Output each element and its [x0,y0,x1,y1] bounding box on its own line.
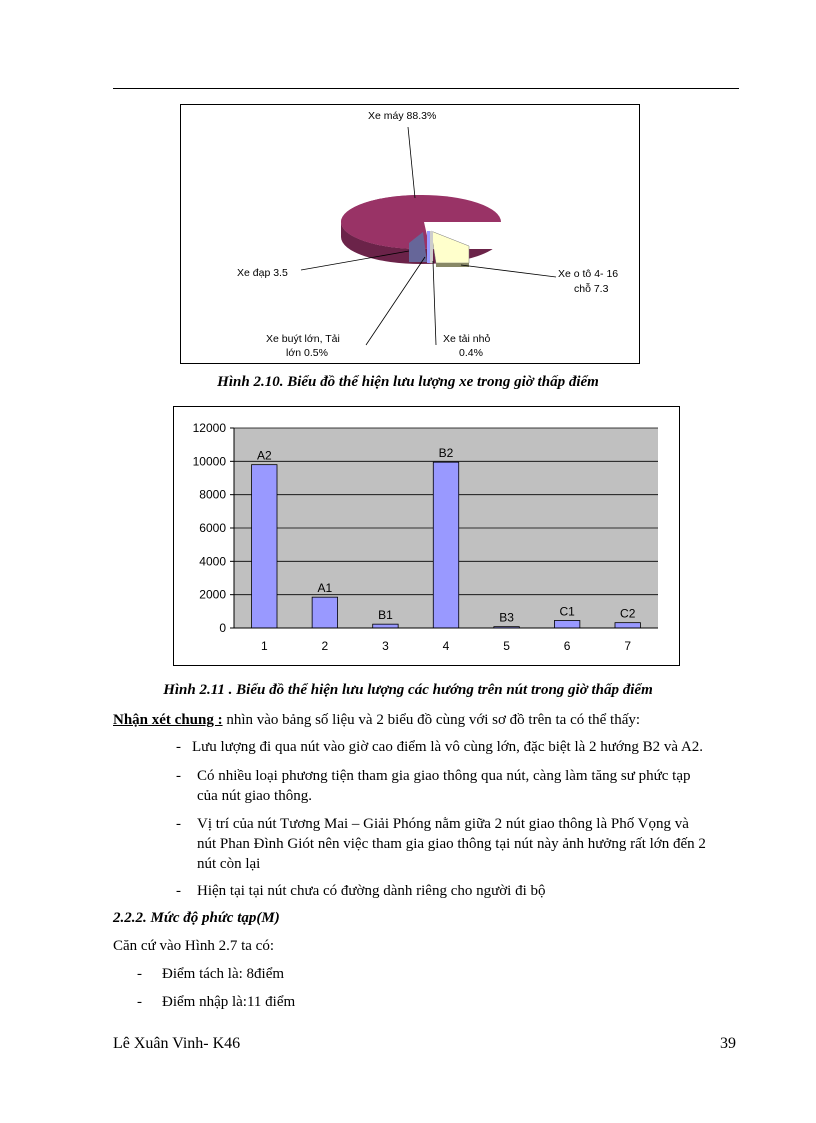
remark-item-2-line1: Có nhiều loại phương tiện tham gia giao thông qua nút, càng làm tăng sư phức tạp [197,768,691,784]
leader-buyt [366,257,425,345]
pie-chart [181,105,639,363]
remark-item-4: Hiện tại tại nút chưa có đường dành riêng cho người đi bộ [197,883,546,899]
x-tick-label: 4 [442,639,450,653]
bar [252,465,277,628]
bullet-dash: - [176,816,181,832]
x-tick-label: 7 [624,639,632,653]
bullet-dash: - [176,768,181,784]
pie-chart-frame [180,104,640,364]
remarks-paragraph [113,710,640,730]
y-tick-label: 6000 [199,521,226,535]
bar-data-label: B3 [499,610,514,625]
x-tick-label: 3 [382,639,389,653]
remark-item-3-line2: nút Phan Đình Giót nên việc tham gia giao thông tại nút này ảnh hưởng rất lớn đến 2 [197,836,706,852]
x-tick-label: 5 [503,639,510,653]
bar-data-label: C2 [620,606,636,621]
section-heading: 2.2.2. Mức độ phức tạp(M) [113,910,280,926]
y-tick-label: 10000 [192,454,226,469]
bullet-dash: - [176,739,181,755]
figure-caption-2-11: Hình 2.11 . Biểu đồ thể hiện lưu lượng các hướng trên nút trong giờ thấp điểm [163,682,653,698]
remark-item-3-line1: Vị trí của nút Tương Mai – Giải Phóng nằm giữa 2 nút giao thông là Phố Vọng và [197,816,689,832]
remark-item-3-line3: nút còn lại [197,856,261,872]
bar [554,621,579,629]
bullet-dash: - [176,883,181,899]
pie-label-buyt-line1: Xe buýt lớn, Tải [266,333,340,345]
pie-slice-tai-nho [430,231,433,263]
bar-data-label: B1 [378,608,393,623]
page-number: 39 [720,1035,736,1052]
bar [615,623,640,628]
leader-xe-may [408,127,415,198]
remark-item-1: Lưu lượng đi qua nút vào giờ cao điểm là vô cùng lớn, đặc biệt là 2 hướng B2 và A2. [192,739,704,755]
pie-label-xe-may: Xe máy 88.3% [368,110,437,122]
remarks-heading: Nhận xét chung : [113,712,223,728]
leader-oto [461,265,556,277]
pie-label-oto-line2: chỗ 7.3 [574,283,609,295]
bar [433,462,458,628]
y-tick-label: 2000 [199,587,226,602]
pie-slice-buyt [427,231,430,263]
x-tick-label: 2 [321,639,329,653]
pie-label-xe-dap: Xe đạp 3.5 [237,267,288,279]
section-intro: Căn cứ vào Hình 2.7 ta có: [113,938,275,954]
pie-label-tai-nho-line1: Xe tải nhỏ [443,333,491,345]
y-tick-label: 0 [219,621,226,635]
bar [312,597,337,628]
leader-tai-nho [433,261,436,345]
bar-data-label: C1 [559,604,575,619]
bar [373,624,398,628]
y-tick-label: 4000 [199,554,226,569]
figure-caption-2-10: Hình 2.10. Biểu đồ thể hiện lưu lượng xe trong giờ thấp điểm [217,374,599,390]
bar-chart-frame [173,406,680,666]
pie-label-buyt-line2: lớn 0.5% [286,347,328,359]
pie-label-tai-nho-line2: 0.4% [459,347,483,359]
bar-chart [174,407,679,665]
bullet-dash: - [137,966,142,982]
y-tick-label: 8000 [199,487,226,502]
footer-author: Lê Xuân Vinh- K46 [113,1035,241,1052]
section-item-1: Điểm tách là: 8điểm [162,966,285,982]
remarks-intro: nhìn vào bảng số liệu và 2 biểu đồ cùng với sơ đồ trên ta có thể thấy: [222,712,641,728]
pie-label-oto-line1: Xe o tô 4- 16 [558,268,619,280]
remark-item-2-line2: của nút giao thông. [197,788,312,804]
header-rule [113,88,739,89]
bar-data-label: A2 [256,448,272,463]
y-tick-label: 12000 [192,421,226,435]
x-tick-label: 1 [260,639,268,653]
bar-data-label: A1 [317,581,333,596]
bullet-dash: - [137,994,142,1010]
x-tick-label: 6 [563,639,571,653]
bar-data-label: B2 [438,446,454,461]
section-item-2: Điểm nhập là:11 điểm [162,994,296,1010]
